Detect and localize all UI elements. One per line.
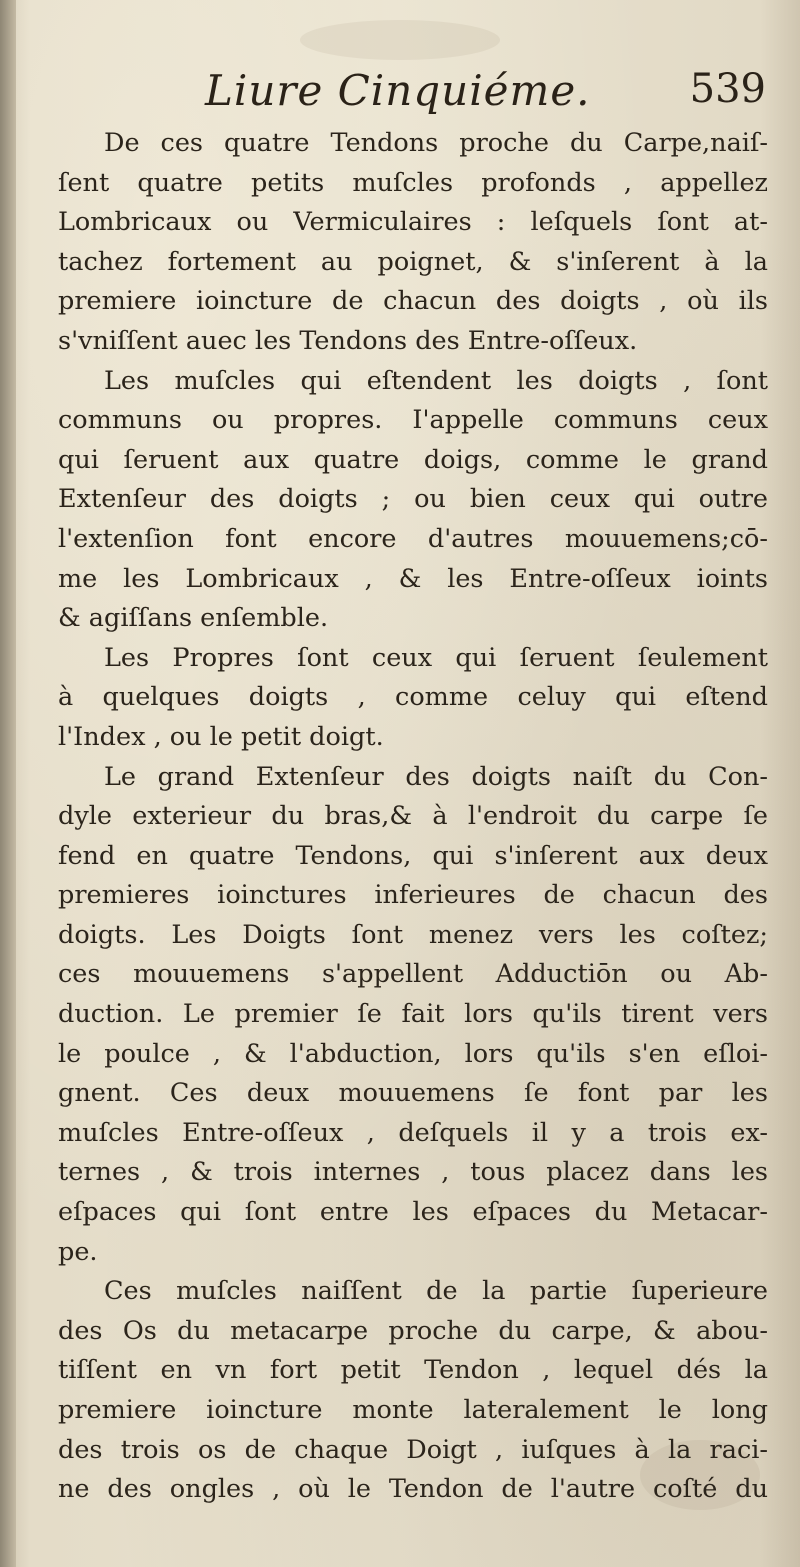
text-line: tiſſent en vn fort petit Tendon , lequel dés la (58, 1355, 768, 1386)
text-line: & agiſſans enſemble. (58, 603, 329, 634)
paragraph (58, 362, 768, 639)
text-line: fend en quatre Tendons, qui s'inſerent aux deux (58, 840, 768, 871)
text-line: Les Propres ſont ceux qui ſeruent ſeulement (104, 642, 768, 673)
page-number: 539 (689, 66, 766, 112)
text-line: ſent quatre petits muſcles profonds , appellez (58, 167, 768, 198)
text-line: l'Index , ou le petit doigt. (58, 721, 384, 752)
paragraph (58, 758, 768, 1273)
text-line: premieres ioinctures inferieures de chacun des (58, 880, 768, 911)
body-text (58, 124, 768, 1510)
text-line: pe. (58, 1236, 98, 1267)
text-line: premiere ioincture de chacun des doigts , où ils (58, 286, 768, 317)
text-line: duction. Le premier ſe fait lors qu'ils tirent vers (58, 999, 768, 1030)
page-header (205, 66, 770, 126)
text-line: des trois os de chaque Doigt , iuſques à la raci- (58, 1434, 768, 1465)
text-line: Lombricaux ou Vermiculaires : leſquels ſont at- (58, 207, 768, 238)
text-line: le poulce , & l'abduction, lors qu'ils s'en eſloi- (58, 1038, 768, 1069)
text-line: me les Lombricaux , & les Entre-oſſeux ioints (58, 563, 768, 594)
text-line: dyle exterieur du bras,& à l'endroit du carpe ſe (58, 801, 768, 832)
text-line: communs ou propres. I'appelle communs ceux (58, 405, 768, 436)
text-line: Extenſeur des doigts ; ou bien ceux qui outre (58, 484, 768, 515)
text-line: doigts. Les Doigts ſont menez vers les coſtez; (58, 919, 768, 950)
text-line: ces mouuemens s'appellent Adductiōn ou Ab- (58, 959, 768, 990)
text-line: qui ſeruent aux quatre doigs, comme le grand (58, 444, 768, 475)
paragraph (58, 1272, 768, 1510)
text-line: l'extenſion font encore d'autres mouuemens;cō- (58, 523, 768, 554)
text-line: à quelques doigts , comme celuy qui eſtend (58, 682, 768, 713)
text-line: ne des ongles , où le Tendon de l'autre coſté du (58, 1474, 768, 1505)
text-line: eſpaces qui ſont entre les eſpaces du Metacar- (58, 1197, 768, 1228)
text-line: Le grand Extenſeur des doigts naiſt du Con- (104, 761, 768, 792)
text-line: premiere ioincture monte lateralement le long (58, 1395, 768, 1425)
text-line: Les muſcles qui eſtendent les doigts , ſont (104, 365, 768, 396)
text-line: Ces muſcles naiſſent de la partie ſuperieure (104, 1276, 768, 1307)
text-line: gnent. Ces deux mouuemens ſe font par les (58, 1078, 768, 1109)
text-line: tachez fortement au poignet, & s'inſerent à la (58, 246, 768, 277)
text-line: De ces quatre Tendons proche du Carpe,naiſ- (104, 128, 768, 158)
paragraph (58, 124, 768, 362)
paragraph (58, 639, 768, 758)
text-line: muſcles Entre-oſſeux , deſquels il y a trois ex- (58, 1117, 768, 1148)
text-line: s'vniſſent auec les Tendons des Entre-oſſeux. (58, 325, 638, 356)
page-binding-edge (0, 0, 16, 1567)
running-title: Liure Cinquiéme. (205, 66, 591, 115)
paper-stain (300, 20, 500, 60)
text-line: des Os du metacarpe proche du carpe, & abou- (58, 1315, 768, 1346)
text-line: ternes , & trois internes , tous placez dans les (58, 1157, 768, 1188)
